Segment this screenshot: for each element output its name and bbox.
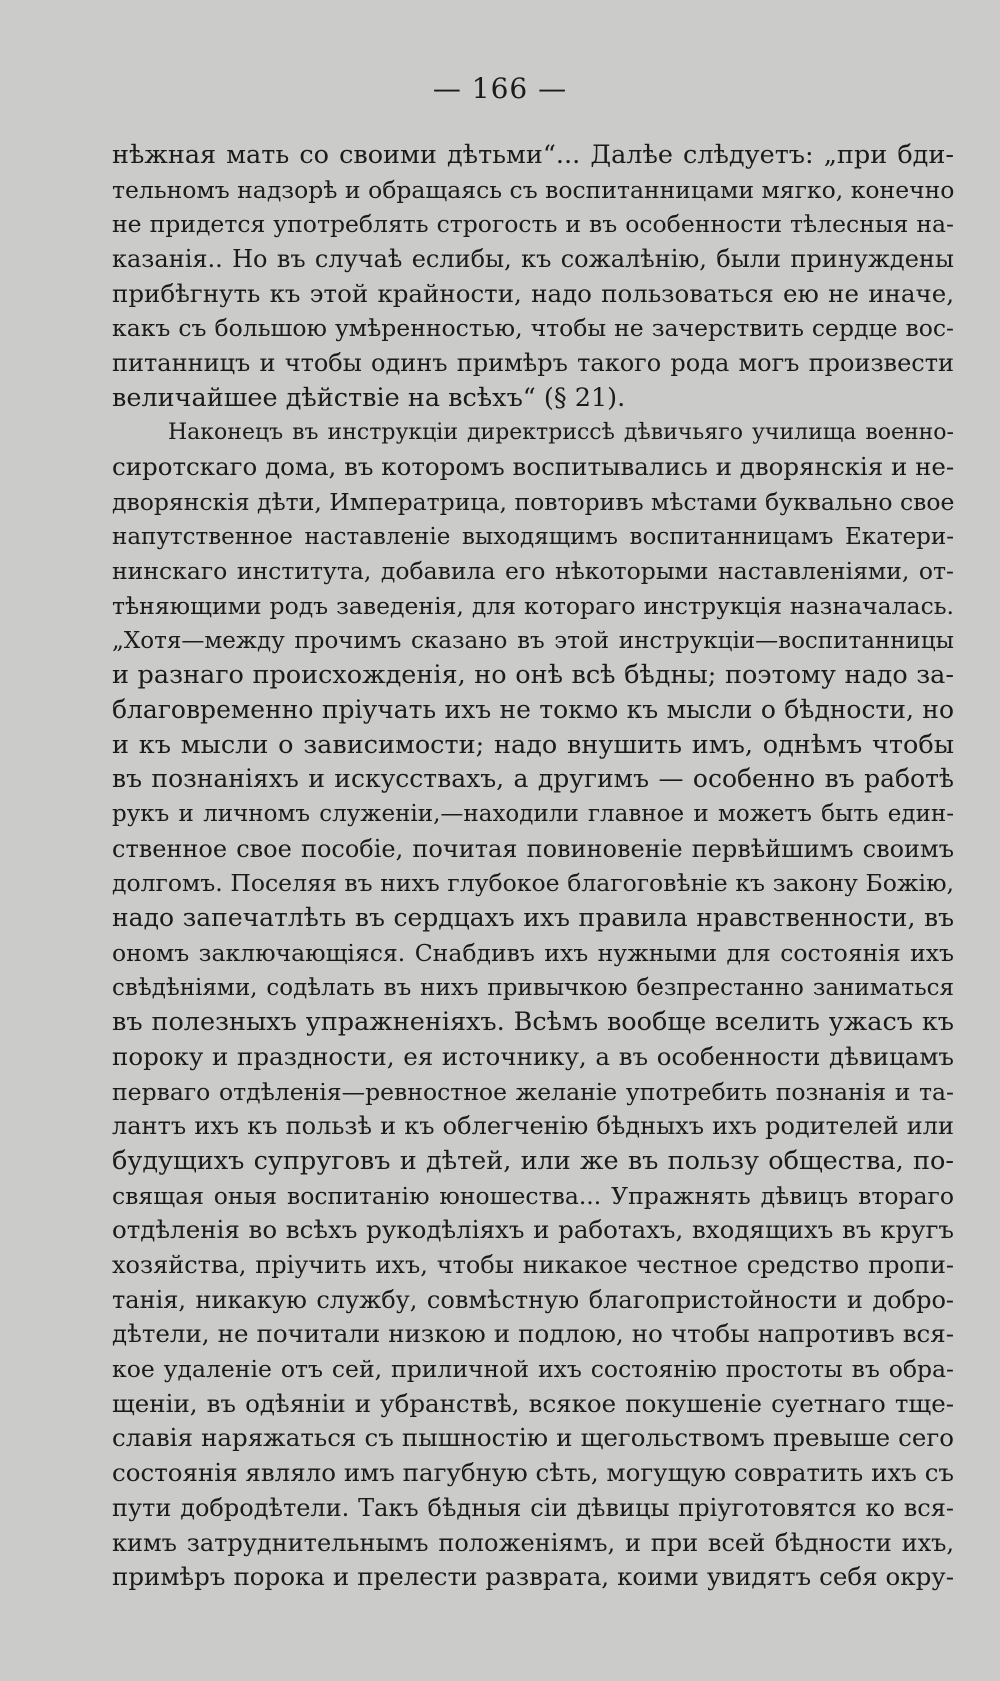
- text-line: ономъ заключающіяся. Снабдивъ ихъ нужными для состоянія ихъ: [112, 938, 954, 967]
- text-line: состоянія являло имъ пагубную сѣть, могущую совратить ихъ съ: [112, 1458, 954, 1488]
- text-line: дворянскія дѣти, Императрица, повторивъ мѣстами буквально свое: [112, 487, 955, 516]
- text-line: щеніи, въ одѣяніи и убранствѣ, всякое покушеніе суетнаго тще-: [112, 1388, 954, 1418]
- text-line: ственное свое пособіе, почитая повиновеніе первѣйшимъ своимъ: [112, 834, 954, 863]
- text-line: танія, никакую службу, совмѣстную благопристойности и добро-: [112, 1285, 954, 1314]
- text-line: славія наряжаться съ пышностію и щегольствомъ превыше сего: [112, 1423, 954, 1453]
- page-number: — 166 —: [432, 72, 568, 105]
- text-line: и разнаго происхожденія, но онѣ всѣ бѣдны; поэтому надо за-: [112, 660, 954, 691]
- text-line: свѣдѣніями, содѣлать въ нихъ привычкою безпрестанно заниматься: [112, 974, 954, 1001]
- text-line: долгомъ. Поселяя въ нихъ глубокое благоговѣніе къ закону Божію,: [112, 869, 954, 898]
- text-line: кое удаленіе отъ сей, приличной ихъ состоянію простоты въ обра-: [112, 1355, 954, 1384]
- text-line: надо запечатлѣть въ сердцахъ ихъ правила нравственности, въ: [112, 903, 954, 933]
- text-line: пороку и праздности, ея источнику, а въ особенности дѣвицамъ: [112, 1041, 954, 1071]
- text-line: въ познаніяхъ и искусствахъ, а другимъ — особенно въ работѣ: [112, 764, 954, 794]
- text-line: свящая оныя воспитанію юношества... Упражнять дѣвицъ втораго: [112, 1181, 954, 1210]
- text-line: питанницъ и чтобы одинъ примѣръ такого рода могъ произвести: [112, 349, 954, 378]
- text-line: напутственное наставленіе выходящимъ воспитанницамъ Екатери-: [112, 523, 954, 550]
- text-line: и къ мысли о зависимости; надо внушить имъ, однѣмъ чтобы: [112, 729, 954, 760]
- text-line: примѣръ порока и прелести разврата, коими увидятъ себя окру-: [112, 1562, 954, 1592]
- text-line: пути добродѣтели. Такъ бѣдныя сіи дѣвицы пріуготовятся ко вся-: [112, 1493, 954, 1522]
- text-line: нѣжная мать со своими дѣтьми“... Далѣе слѣдуетъ: „при бди-: [112, 140, 954, 170]
- text-line: лантъ ихъ къ пользѣ и къ облегченію бѣдныхъ ихъ родителей или: [112, 1112, 954, 1141]
- text-line: какъ съ большою умѣренностью, чтобы не зачерствить сердце вос-: [112, 314, 954, 343]
- text-line: Наконецъ въ инструкціи директриссѣ дѣвичьяго училища военно-: [168, 419, 954, 445]
- text-line: отдѣленія во всѣхъ рукодѣліяхъ и работахъ, входящихъ въ кругъ: [112, 1215, 954, 1245]
- text-line: перваго отдѣленія—ревностное желаніе употребить познанія и та-: [112, 1077, 954, 1106]
- text-line: сиротскаго дома, въ которомъ воспитывались и дворянскія и не-: [112, 452, 955, 482]
- text-line: благовременно пріучать ихъ не токмо къ мысли о бѣдности, но: [112, 695, 954, 724]
- text-line: хозяйства, пріучить ихъ, чтобы никакое честное средство пропи-: [112, 1251, 954, 1279]
- text-line: казанія.. Но въ случаѣ еслибы, къ сожалѣнію, были принуждены: [112, 245, 954, 274]
- body-text: [112, 138, 954, 1595]
- text-line: тѣняющими родъ заведенія, для котораго инструкція назначалась.: [112, 591, 954, 620]
- text-line: дѣтели, не почитали низкою и подлою, но чтобы напротивъ вся-: [112, 1319, 954, 1349]
- text-line: кимъ затруднительнымъ положеніямъ, и при всей бѣдности ихъ,: [112, 1528, 954, 1557]
- text-line: „Хотя—между прочимъ сказано въ этой инструкціи—воспитанницы: [112, 627, 954, 654]
- text-line: прибѣгнуть къ этой крайности, надо пользоваться ею не иначе,: [112, 278, 954, 308]
- text-line: нинскаго института, добавила его нѣкоторыми наставленіями, от-: [112, 557, 954, 586]
- text-line: не придется употреблять строгость и въ особенности тѣлесныя на-: [112, 210, 954, 239]
- text-line: величайшее дѣйствіе на всѣхъ“ (§ 21).: [112, 382, 626, 413]
- text-line: рукъ и личномъ служеніи,—находили главное и можетъ быть един-: [112, 801, 954, 828]
- text-line: будущихъ супруговъ и дѣтей, или же въ пользу общества, по-: [112, 1145, 954, 1176]
- text-line: тельномъ надзорѣ и обращаясь съ воспитанницами мягко, конечно: [112, 175, 955, 204]
- text-line: въ полезныхъ упражненіяхъ. Всѣмъ вообще вселить ужасъ къ: [112, 1007, 954, 1038]
